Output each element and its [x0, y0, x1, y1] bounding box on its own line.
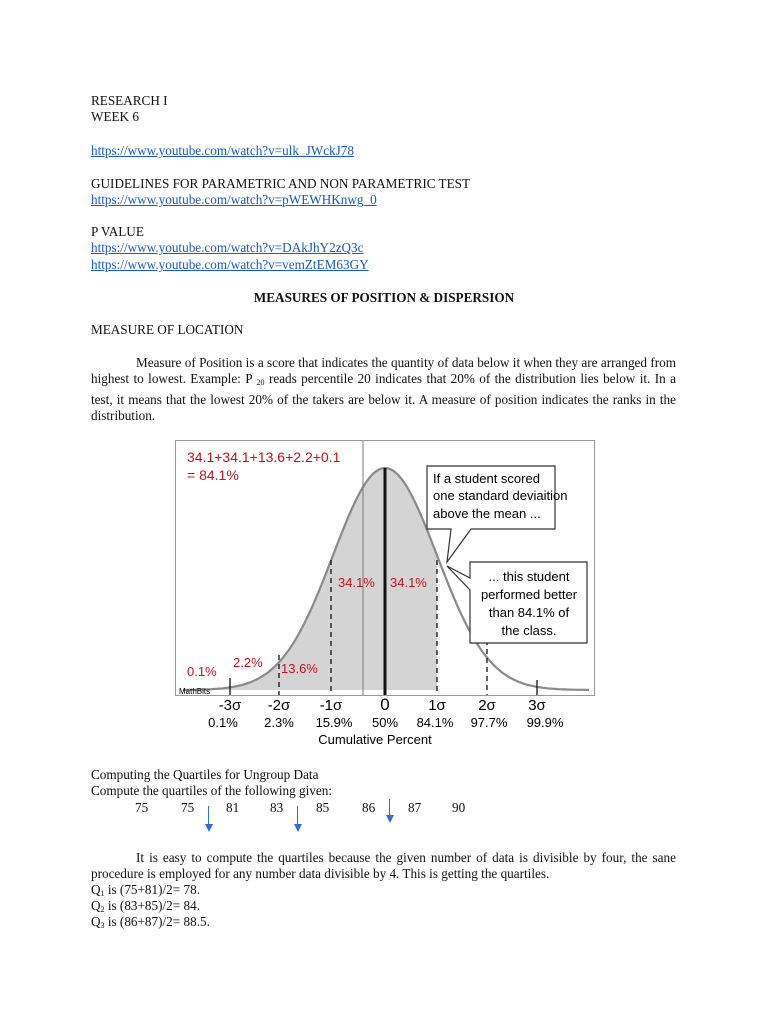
q2-result: $Q_2$ is (83+85)/2= 84.	[91, 898, 200, 914]
pvalue-video-link-2[interactable]: https://www.youtube.com/watch?v=vemZtEM63GY	[91, 257, 369, 272]
sum-line-1: 34.1+34.1+13.6+2.2+0.1	[187, 449, 341, 465]
data-value-5: 85	[316, 800, 330, 815]
cumulative-minus3: 0.1%	[208, 715, 238, 730]
guidelines-heading: GUIDELINES FOR PARAMETRIC AND NON PARAMETRIC TEST	[91, 176, 471, 191]
q1-result: $Q_1$ is (75+81)/2= 78.	[91, 882, 200, 898]
guidelines-video-link[interactable]: https://www.youtube.com/watch?v=pWEWHKnwg_0	[91, 192, 377, 207]
data-value-6: 86	[362, 800, 376, 815]
sigma-label-plus1: 1σ	[428, 697, 446, 714]
callout-1-line-1: If a student scored	[433, 471, 540, 486]
cumulative-plus1: 84.1%	[416, 715, 454, 730]
intro-video-link[interactable]: https://www.youtube.com/watch?v=ulk_JWckJ78	[91, 143, 354, 158]
callout-2-line-4: the class.	[501, 623, 557, 638]
callout-2-line-1: ... this student	[488, 569, 570, 584]
week-label: WEEK 6	[91, 109, 139, 124]
sigma-label-plus3: 3σ	[528, 697, 546, 714]
callout-2-line-3: than 84.1% of	[488, 605, 570, 620]
data-value-3: 81	[226, 800, 240, 815]
region-label-minus2: 13.6%	[281, 661, 318, 676]
data-value-4: 83	[270, 800, 284, 815]
callout-1-line-2: one standard deviaition	[433, 488, 568, 503]
callout-1-line-3: above the mean ...	[433, 506, 541, 521]
course-title: RESEARCH I	[91, 93, 168, 108]
region-label-minus3: 2.2%	[233, 655, 263, 670]
sigma-label-zero: 0	[380, 695, 390, 714]
cumulative-plus3: 99.9%	[526, 715, 564, 730]
data-value-1: 75	[135, 800, 149, 815]
section-title: MEASURES OF POSITION & DISPERSION	[253, 290, 515, 305]
subsection-heading: MEASURE OF LOCATION	[91, 322, 244, 337]
pvalue-heading: P VALUE	[91, 224, 144, 239]
cumulative-caption: Cumulative Percent	[318, 732, 432, 747]
normal-distribution-figure	[175, 440, 595, 750]
mathbits-brand: MathBits	[179, 687, 211, 696]
data-value-7: 87	[408, 800, 422, 815]
region-label-plus1: 34.1%	[390, 575, 427, 590]
sigma-label-minus1: -1σ	[319, 697, 343, 714]
region-label-minus1: 34.1%	[338, 575, 375, 590]
region-label-tail: 0.1%	[187, 664, 217, 679]
position-paragraph: Measure of Position is a score that indicates the quantity of data below it when they are arranged from highest to lowest. Example: P $_{20}$ reads percentile 20 indicates that 20% of the distribution lies below it. In a test, it means that the lowest 20% of the takers are below it. A measure of position indicates the ranks in the distribution.	[91, 355, 677, 424]
cumulative-minus1: 15.9%	[315, 715, 353, 730]
sigma-label-minus3: -3σ	[218, 697, 242, 714]
data-value-8: 90	[452, 800, 466, 815]
quartiles-heading: Computing the Quartiles for Ungroup Data	[91, 767, 319, 782]
cumulative-minus2: 2.3%	[264, 715, 294, 730]
quartiles-paragraph: It is easy to compute the quartiles because the given number of data is divisible by four, the sane procedure is employed for any number data divisible by 4. This is getting the quartiles.	[91, 850, 676, 882]
sigma-label-minus2: -2σ	[267, 697, 291, 714]
sum-line-2: = 84.1%	[187, 467, 239, 483]
pvalue-video-link-1[interactable]: https://www.youtube.com/watch?v=DAkJhY2zQ3c	[91, 240, 364, 255]
quartiles-instruction: Compute the quartiles of the following given:	[91, 783, 332, 798]
data-value-2: 75	[181, 800, 195, 815]
q3-result: $Q_3$ is (86+87)/2= 88.5.	[91, 914, 210, 930]
sigma-label-plus2: 2σ	[478, 697, 496, 714]
callout-2-line-2: performed better	[480, 587, 578, 602]
cumulative-zero: 50%	[371, 715, 399, 730]
cumulative-plus2: 97.7%	[470, 715, 508, 730]
